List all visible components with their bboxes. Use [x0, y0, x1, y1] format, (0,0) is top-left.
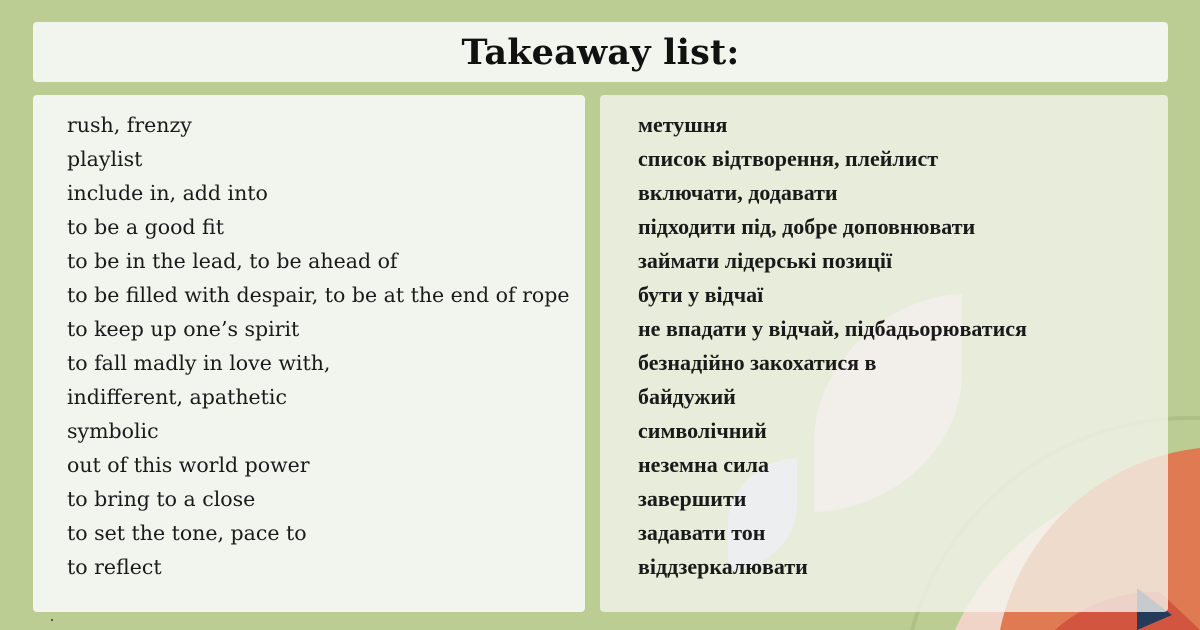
- ukrainian-terms-panel: [600, 95, 1168, 612]
- ukrainian-term: список відтворення, плейлист: [638, 146, 939, 171]
- ukrainian-term: байдужий: [638, 384, 736, 409]
- ukrainian-term: займати лідерські позиції: [638, 248, 893, 273]
- ukrainian-term: задавати тон: [638, 520, 766, 545]
- english-term: to be filled with despair, to be at the end of rope: [67, 283, 570, 307]
- ukrainian-terms-list: [638, 108, 1027, 584]
- english-term: to keep up one’s spirit: [67, 317, 300, 341]
- english-term: playlist: [67, 147, 143, 171]
- english-term: include in, add into: [67, 181, 268, 205]
- ukrainian-term: неземна сила: [638, 452, 769, 477]
- ukrainian-term: завершити: [638, 486, 747, 511]
- english-term: to be in the lead, to be ahead of: [67, 249, 398, 273]
- ukrainian-term: не впадати у відчай, підбадьорюватися: [638, 316, 1027, 341]
- english-term: symbolic: [67, 419, 159, 443]
- english-term: rush, frenzy: [67, 113, 192, 137]
- english-terms-list: [67, 108, 570, 584]
- english-term: out of this world power: [67, 453, 310, 477]
- small-dot-decoration: [51, 619, 53, 621]
- english-term: to bring to a close: [67, 487, 256, 511]
- english-term: indifferent, apathetic: [67, 385, 287, 409]
- english-term: to be a good fit: [67, 215, 224, 239]
- page-title: Takeaway list:: [461, 31, 740, 73]
- ukrainian-term: символічний: [638, 418, 767, 443]
- english-terms-panel: [33, 95, 585, 612]
- ukrainian-term: бути у відчаї: [638, 282, 764, 307]
- english-term: to reflect: [67, 555, 162, 579]
- english-term: to set the tone, pace to: [67, 521, 307, 545]
- ukrainian-term: віддзеркалювати: [638, 554, 808, 579]
- title-banner: [33, 22, 1168, 82]
- ukrainian-term: метушня: [638, 112, 728, 137]
- ukrainian-term: безнадійно закохатися в: [638, 350, 877, 375]
- ukrainian-term: включати, додавати: [638, 180, 838, 205]
- ukrainian-term: підходити під, добре доповнювати: [638, 214, 976, 239]
- english-term: to fall madly in love with,: [67, 351, 331, 375]
